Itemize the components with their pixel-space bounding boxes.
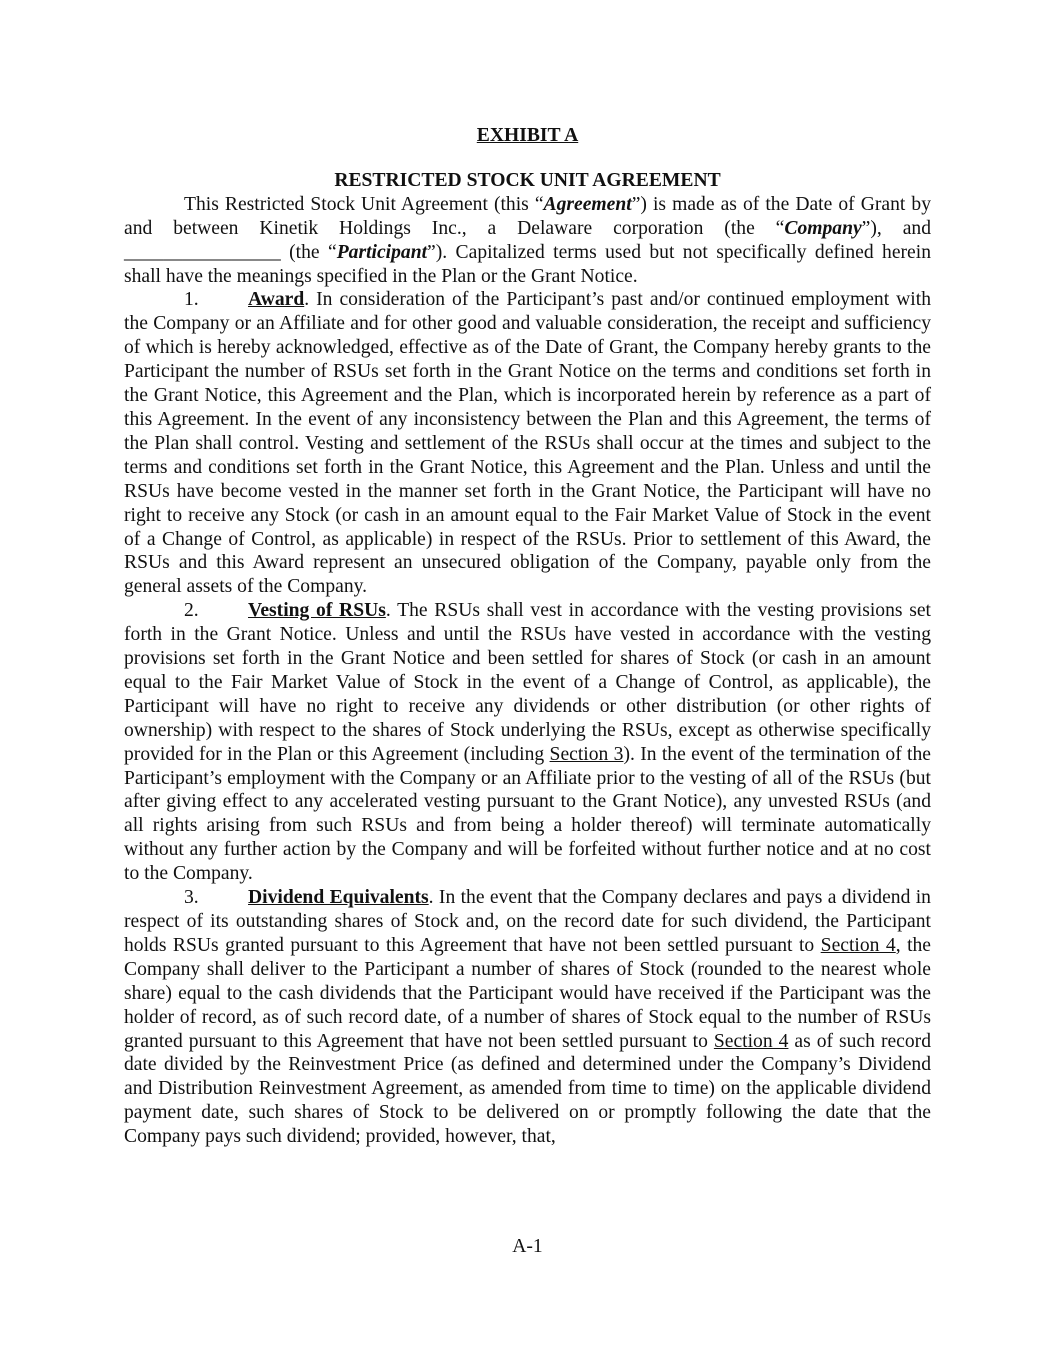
section-text: as of such record date divided by the Reinvestment Price (as defined and determined under the Company’s Dividend and Distribution Reinvestment Agreement, as amended from time to time) on the applicable dividend payment date, such shares of Stock to be delivered on or promptly following the date that the Company pays such dividend; provided, however, that, [124,1030,931,1148]
section-heading: Award [248,289,305,311]
exhibit-label: EXHIBIT A [476,125,579,146]
section-3-dividend-equivalents [124,886,931,1149]
section-heading: Vesting of RSUs [248,600,386,622]
section-heading: Dividend Equivalents [248,887,429,909]
section-text: . The RSUs shall vest in accordance with the vesting provisions set forth in the Grant Notice. Unless and until the RSUs have vested in accordance with the vesting provisions set forth in the Grant Notice and been settled for shares of Stock (or cash in an amount equal to the Fair Market Value of Stock in the event of a Change of Control, as applicable), the Participant will have no right to receive any dividends or other distribution (or other rights of ownership) with respect to the shares of Stock underlying the RSUs, except as otherwise specifically provided for in the Plan or this Agreement (including [124,600,931,765]
term-company: Company [784,217,862,239]
intro-text-2: ”) is made as of the Date of Grant by and between Kinetik Holdings Inc., a Delaware corporation (the “ [124,193,931,239]
page-number: A-1 [512,1236,543,1257]
section-number: 2. [184,600,199,622]
section-3-reference: Section 3 [549,743,624,765]
intro-paragraph [124,193,931,289]
term-agreement: Agreement [543,193,632,215]
section-number: 3. [184,887,199,909]
section-number: 1. [184,289,199,311]
intro-text-4: ”). Capitalized terms used but not specifically defined herein shall have the meanings specified in the Plan or the Grant Notice. [124,241,931,287]
section-4-reference: Section 4 [713,1030,789,1052]
section-text: , the Company shall deliver to the Participant a number of shares of Stock (rounded to the nearest whole share) equal to the cash dividends that the Participant would have received if the Participant was the holder of record, as of such record date, of a number of shares of Stock equal to the number of RSUs granted pursuant to this Agreement that have not been settled pursuant to [124,934,932,1052]
agreement-title: RESTRICTED STOCK UNIT AGREEMENT [334,169,721,191]
section-text: . In the event that the Company declares and pays a dividend in respect of its outstanding shares of Stock and, on the record date for such dividend, the Participant holds RSUs granted pursuant to this Agreement that have not been settled pursuant to [124,887,931,956]
section-4-reference: Section 4 [820,934,896,956]
term-participant: Participant [336,241,428,263]
intro-text-1: This Restricted Stock Unit Agreement (this “ [184,193,544,215]
section-text: ). In the event of the termination of the Participant’s employment with the Company or an Affiliate prior to the vesting of all of the RSUs (but after giving effect to any accelerated vesting pursuant to the Grant Notice), any unvested RSUs (and all rights arising from such RSUs and from being a holder thereof) will terminate automatically without any further action by the Company and will be forfeited without further notice and at no cost to the Company. [124,743,931,885]
section-1-award [124,288,931,599]
document-page [124,124,931,1149]
section-2-vesting [124,599,931,886]
intro-text-3: ”), and ________________ (the “ [124,217,931,263]
section-text: . In consideration of the Participant’s past and/or continued employment with the Company or an Affiliate and for other good and valuable consideration, the receipt and sufficiency of which is hereby acknowledged, effective as of the Date of Grant, the Company hereby grants to the Participant the number of RSUs set forth in the Grant Notice on the terms and conditions set forth in the Grant Notice, this Agreement and the Plan, which is incorporated herein by reference as a part of this Agreement. In the event of any inconsistency between the Plan and this Agreement, the terms of the Plan shall control. Vesting and settlement of the RSUs shall occur at the times and subject to the terms and conditions set forth in the Grant Notice, this Agreement and the Plan. Unless and until the RSUs have become vested in the manner set forth in the Grant Notice, the Participant will have no right to receive any Stock (or cash in an amount equal to the Fair Market Value of Stock in the event of a Change of Control, as applicable) in respect of the RSUs. Prior to settlement of this Award, the RSUs and this Award represent an unsecured obligation of the Company, payable only from the general assets of the Company. [124,289,931,598]
